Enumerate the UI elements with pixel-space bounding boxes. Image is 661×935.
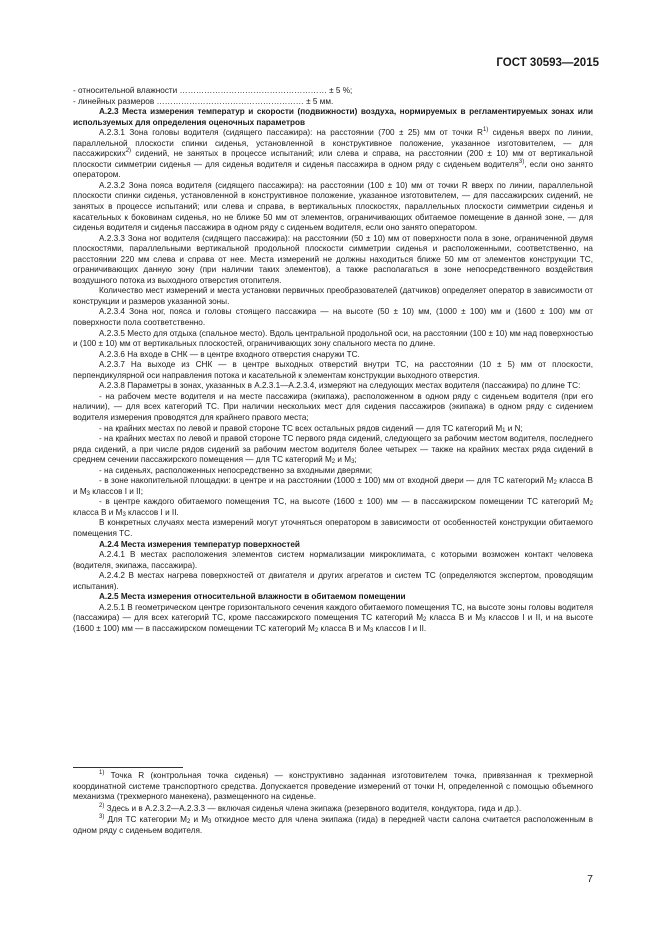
paragraph: А.2.3.5 Место для отдыха (спальное место). Вдоль центральной продольной оси, на расстоянии (100 ± 10) мм над поверхностью и (100 ± 10) мм от вертикальных плоскостей, ограничивающих зону спального места по длине. xyxy=(73,328,593,349)
document-header: ГОСТ 30593—2015 xyxy=(496,57,599,69)
paragraph: А.2.3.1 Зона головы водителя (сидящего пассажира): на расстоянии (700 ± 25) мм от точки $R^{1)}$ сиденья вверх по линии, параллельной плоскости спинки сиденья, установленной в конструктивное положение, указанное изготовителем, — для пассажирских$^{2)}$ сидений, не занятых в процессе испытаний; или слева и справа, на расстоянии (200 ± 10) мм от вертикальной плоскости симметрии сиденья — для сиденья водителя и сиденья пассажира в одном ряду с сиденьем водителя$^{3)}$, если оно занято оператором. xyxy=(73,127,593,180)
paragraph: - относительной влажности ……………………………………………… ± 5 %; xyxy=(73,86,353,95)
paragraph: - на крайних местах по левой и правой стороне ТС всех остальных рядов сидений — для ТС категорий $М_1$ и N; xyxy=(99,423,523,434)
section-heading: А.2.5 Места измерения относительной влажности в обитаемом помещении xyxy=(99,592,406,602)
paragraph: А.2.3.6 На входе в СНК — в центре входного отверстия снаружи ТС. xyxy=(99,349,360,359)
paragraph: А.2.4.2 В местах нагрева поверхностей от двигателя и других агрегатов и систем ТС (определяются экспертом, проводящим испытания). xyxy=(73,571,593,591)
paragraph: А.2.3.4 Зона ног, пояса и головы стоящего пассажира — на высоте (50 ± 10) мм, (1000 ± 100) мм и (1600 ± 100) мм от поверхности пола соответственно. xyxy=(73,307,593,328)
paragraph: - на крайних местах по левой и правой стороне ТС первого ряда сидений, следующего за рабочим местом водителя, последнего ряда сидений, а при числе рядов сидений за рабочим местом водителя более четырех — также на крайних местах ряда сидений в среднем сечении пассажирского помещения — для ТС категорий $М_2$ и $М_3$; xyxy=(73,434,593,466)
document-body xyxy=(73,86,593,634)
paragraph: - линейных размеров ……………………………………………… ± 5 мм. xyxy=(73,96,334,106)
paragraph: - в центре каждого обитаемого помещения ТС, на высоте (1600 ± 100) мм — в пассажирском помещении ТС категорий $М_2$ класса В и $М_3$ классов I и II. xyxy=(73,497,593,518)
footnote: $^{3)}$ Для ТС категории $М_2$ и $М_3$ откидное место для члена экипажа (гида) в передней части салона считается расположенным в одном ряду с сиденьем водителя. xyxy=(73,814,594,835)
paragraph: А.2.3.7 На выходе из СНК — в центре выходных отверстий внутри ТС, на расстоянии (10 ± 5) мм от плоскости, перпендикулярной оси направления потока и касательной к элементам конструкции выходного отверстия. xyxy=(73,360,593,380)
footnote: $^{2)}$ Здесь и в А.2.3.2—А.2.3.3 — включая сиденья члена экипажа (резервного водителя, кондуктора, гида и др.). xyxy=(99,802,522,813)
footnote: $^{1)}$ Точка R (контрольная точка сиденья) — конструктивно заданная изготовителем точка, привязанная к трехмерной координатной системе транспортного средства. Допускается проведение измерений от точки Н, определенной с помощью объемного механизма (трехмерного манекена), размещенного на сиденье. xyxy=(73,770,593,802)
page-number: 7 xyxy=(587,873,593,885)
paragraph: - на сиденьях, расположенных непосредственно за входными дверями; xyxy=(99,465,373,475)
paragraph: А.2.3.2 Зона пояса водителя (сидящего пассажира): на расстоянии (100 ± 10) мм от точки R вверх по линии, параллельной плоскости спинки сиденья, установленной в конструктивное положение, указанное изготовителем, — для пассажирских сидений, не занятых в процессе испытаний; или слева и справа, в вертикальных плоскостях, параллельных плоскости симметрии сиденья и касательных к боковинам сиденья, но не ближе 50 мм от элементов, ограничивающих обитаемое помещение в данной зоне, — для сиденья водителя и сиденья пассажира в одном ряду с сиденьем водителя, если оно занято оператором. xyxy=(73,180,593,233)
paragraph: - на рабочем месте водителя и на месте пассажира (экипажа), расположенном в одном ряду с сиденьем водителя (при его наличии), — для всех категорий ТС. При наличии нескольких мест для сидения пассажиров (экипажа) в одном ряду с сидением водителя измерения проводятся для крайнего правого места; xyxy=(73,391,593,422)
section-heading: А.2.4 Места измерения температур поверхностей xyxy=(99,539,300,549)
paragraph: - в зоне накопительной площадки: в центре и на расстоянии (1000 ± 100) мм от входной двери — для ТС категорий $М_2$ класса В и $М_3$ классов I и II; xyxy=(73,476,593,497)
paragraph: А.2.3.8 Параметры в зонах, указанных в А.2.3.1—А.2.3.4, измеряют на следующих местах водителя (пассажира) по длине ТС: xyxy=(99,381,581,391)
section-heading: А.2.3 Места измерения температур и скорости (подвижности) воздуха, нормируемых в регламентируемых зонах или используемых для определения оценочных параметров xyxy=(73,107,593,127)
paragraph: Количество мест измерений и места установки первичных преобразователей (датчиков) определяет оператор в зависимости от конструкции и размеров указанной зоны. xyxy=(73,286,593,306)
paragraph: А.2.4.1 В местах расположения элементов систем нормализации микроклимата, с которыми возможен контакт человека (водителя, экипажа, пассажира). xyxy=(73,550,593,570)
paragraph: В конкретных случаях места измерений могут уточняться оператором в зависимости от особенностей конструкции обитаемого помещения ТС. xyxy=(73,518,593,538)
footnote-divider xyxy=(73,767,183,768)
paragraph: А.2.5.1 В геометрическом центре горизонтального сечения каждого обитаемого помещения ТС, на высоте зоны головы водителя (пассажира) — для всех категорий ТС, кроме пассажирского помещения ТС категорий $М_2$ класса В и $М_3$ классов I и II, и на высоте (1600 ± 100) мм — в пассажирском помещении ТС категорий $М_2$ класса В и $М_3$ классов I и II. xyxy=(73,602,594,634)
paragraph: А.2.3.3 Зона ног водителя (сидящего пассажира): на расстоянии (50 ± 10) мм от поверхности пола в зоне, ограниченной двумя плоскостями, параллельными вертикальной продольной плоскости симметрии сиденья и расположенными, соответственно, на расстоянии 220 мм слева и справа от нее. Места измерений не должны находиться ближе 50 мм от элементов конструкции ТС, ограничивающих данную зону (при наличии таких элементов), а также располагаться в зоне непосредственного воздействия воздушного потока из выходного отверстия отопителя. xyxy=(73,233,593,285)
footnotes xyxy=(73,771,593,837)
